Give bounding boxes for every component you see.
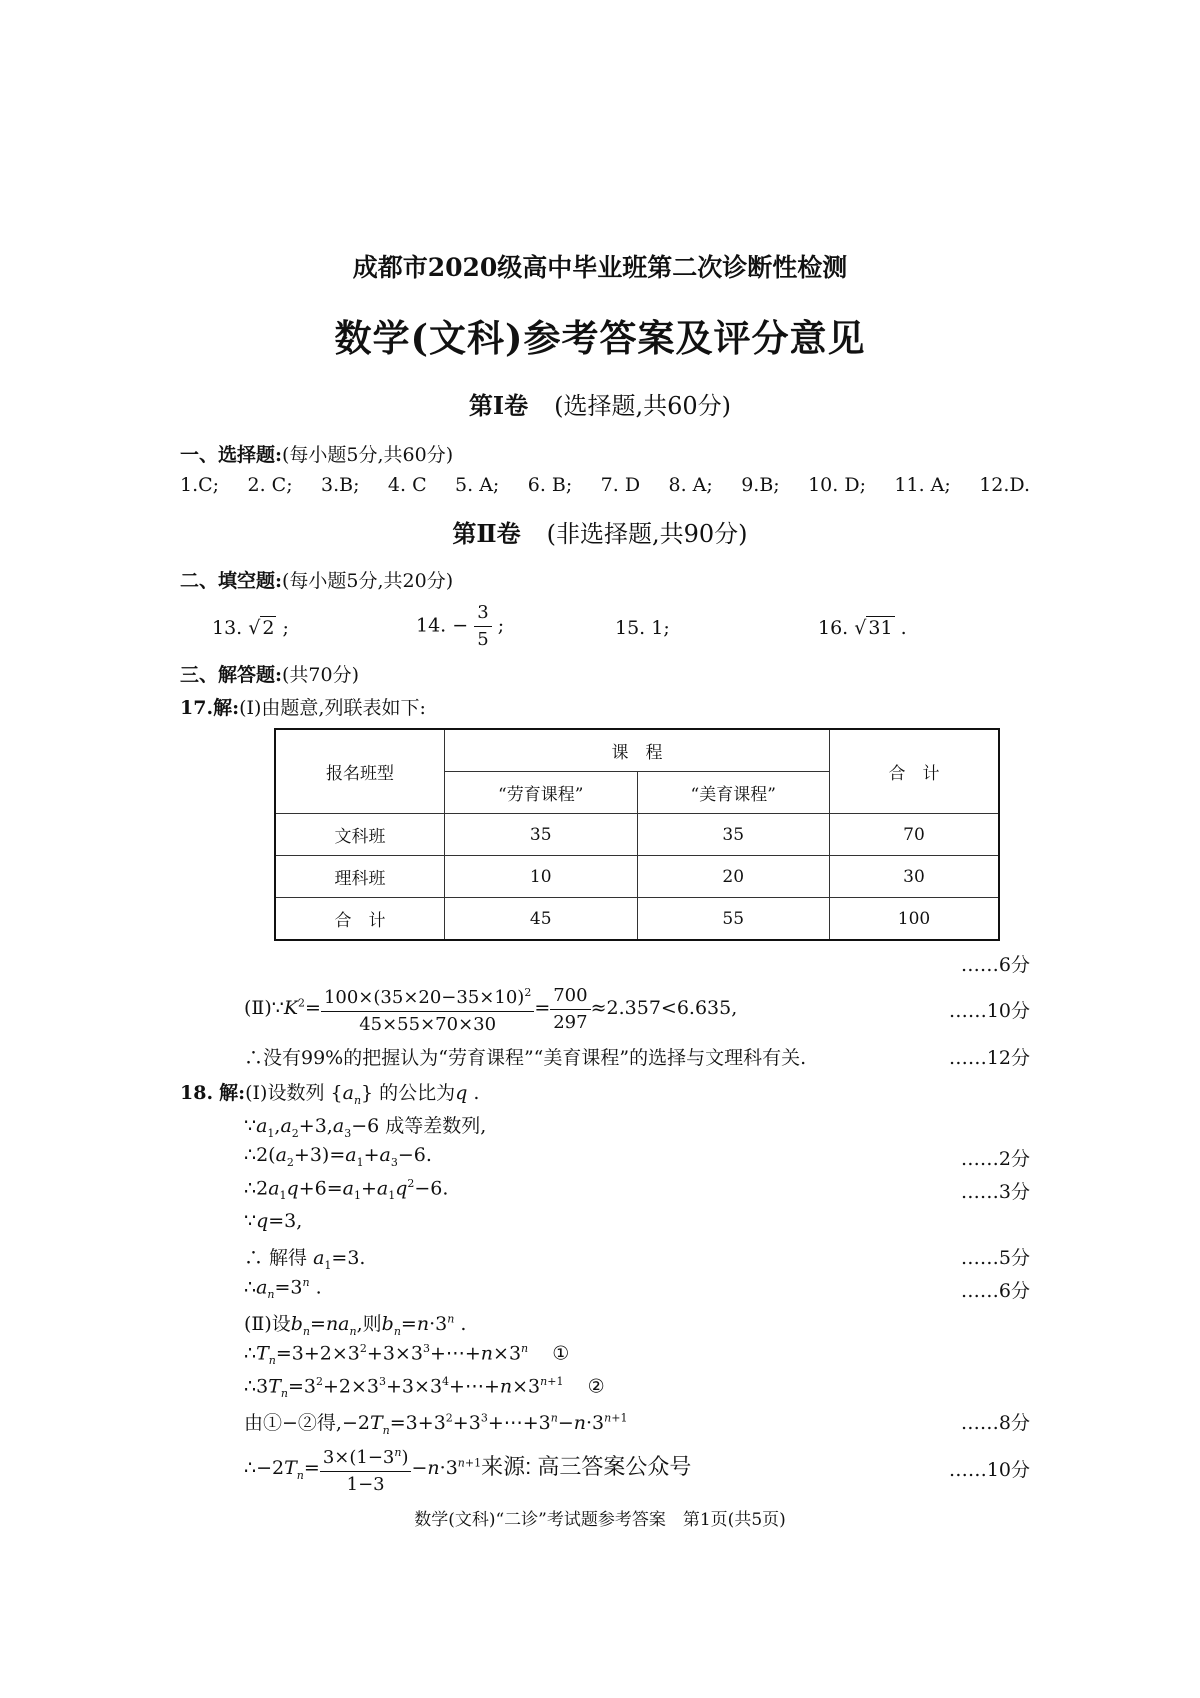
choice-answer: 9.B;: [741, 474, 780, 496]
choice-answer: 12.D.: [979, 474, 1030, 496]
table-header-labor: “劳育课程”: [445, 772, 638, 814]
section1-label: 一、选择题:: [180, 444, 283, 466]
choice-answer: 10. D;: [808, 474, 866, 496]
table-cell: 70: [830, 814, 1000, 856]
q17-score-1: ……6分: [960, 954, 1030, 976]
q18-step-1: $\because a_1,a_2+3,a_3-6$ 成等差数列,: [244, 1115, 487, 1140]
fill-answer-15: 15. 1;: [615, 617, 670, 639]
table-cell: 合 计: [275, 898, 445, 941]
q18-step-8: $\therefore T_n=3+2\times 3^2+3\times 3^3+\cdots+n\times 3^n$ ①: [244, 1342, 570, 1368]
table-cell: 35: [445, 814, 638, 856]
source-note: 来源: 高三答案公众号: [481, 1454, 692, 1479]
q18-step-4: ∵q=3,: [244, 1210, 303, 1232]
table-cell: 30: [830, 856, 1000, 898]
fill-answer-16: 16. √ 31 .: [818, 617, 907, 639]
section3-desc: (共70分): [282, 664, 360, 686]
volume1-heading: [0, 386, 1200, 421]
table-header-art: “美育课程”: [637, 772, 830, 814]
q18-score-1: ……2分: [960, 1148, 1030, 1170]
fraction: $\frac{3\times(1-3^n)}{1-3}$: [320, 1440, 412, 1498]
choice-answer: 8. A;: [668, 474, 713, 496]
section3-heading: [180, 660, 359, 687]
q18-intro: 18. 解:(Ⅰ)设数列 $\{a_n\}$ 的公比为q .: [180, 1082, 480, 1107]
q18-step-10: 由①−②得$,-2T_n=3+3^2+3^3+\cdots+3^n-n\cdot 3^{n+1}$: [244, 1411, 628, 1437]
choice-answer: 1.C;: [180, 474, 220, 496]
choice-answer: 2. C;: [247, 474, 293, 496]
q18-score-3: ……5分: [960, 1247, 1030, 1269]
fill-answer-13: 13. √ 2 ;: [212, 617, 289, 639]
table-cell: 理科班: [275, 856, 445, 898]
table-header-course: 课 程: [445, 729, 830, 772]
table-cell: 文科班: [275, 814, 445, 856]
choice-answer: 11. A;: [894, 474, 951, 496]
fraction: $\frac{700}{297}$: [550, 983, 590, 1036]
q18-score-4: ……6分: [960, 1280, 1030, 1302]
choice-answers: [180, 474, 1030, 496]
choice-answer: 7. D: [600, 474, 641, 496]
choice-answer: 5. A;: [455, 474, 500, 496]
fill-answer-14: 14. − $\frac{3}{5}$ ;: [416, 600, 504, 653]
section1-heading: [180, 440, 453, 467]
volume2-desc: (非选择题,共90分): [546, 520, 748, 548]
choice-answer: 3.B;: [321, 474, 360, 496]
table-cell: 55: [637, 898, 830, 941]
q18-step-5: ∴ 解得 $a_1=3$.: [244, 1247, 366, 1272]
volume2-name: 第Ⅱ卷: [452, 519, 521, 548]
section2-heading: [180, 566, 453, 593]
q18-step-3: $\therefore 2a_1q+6=a_1+a_1q^2-6$.: [244, 1177, 449, 1203]
q18-step-9: $\therefore 3T_n=3^2+2\times 3^3+3\times 3^4+\cdots+n\times 3^{n+1}$ ②: [244, 1375, 605, 1401]
table-row: [275, 898, 999, 941]
q18-step-7: (Ⅱ)设$b_n=na_n$,则$b_n=n\cdot 3^n$ .: [244, 1312, 467, 1338]
table-cell: 45: [445, 898, 638, 941]
volume1-desc: (选择题,共60分): [554, 392, 732, 420]
q18-step-2: $\therefore 2(a_2+3)=a_1+a_3-6$.: [244, 1144, 432, 1169]
table-row: [275, 856, 999, 898]
section1-desc: (每小题5分,共60分): [282, 444, 454, 466]
table-cell: 100: [830, 898, 1000, 941]
q17-intro: 17.解:(Ⅰ)由题意,列联表如下:: [180, 697, 426, 719]
contingency-table: [274, 728, 1000, 941]
table-cell: 35: [637, 814, 830, 856]
doc-title-line1: 成都市2020级高中毕业班第二次诊断性检测: [352, 253, 848, 282]
choice-answer: 6. B;: [527, 474, 573, 496]
table-row: [275, 814, 999, 856]
fraction: $\frac{3}{5}$: [474, 600, 491, 653]
section2-desc: (每小题5分,共20分): [282, 570, 454, 592]
table-header-total: 合 计: [830, 729, 1000, 814]
table-cell: 10: [445, 856, 638, 898]
volume1-name: 第Ⅰ卷: [468, 391, 529, 420]
q18-step-11: $\therefore-2T_n=$ $\frac{3\times(1-3^n)}{1-3}$ $-n\cdot 3^{n+1}$来源: 高三答案公众号: [244, 1440, 691, 1498]
doc-title-line2: 数学(文科)参考答案及评分意见: [334, 316, 866, 360]
q18-score-6: ……10分: [948, 1459, 1030, 1481]
fraction: $\frac{100\times(35\times 20-35\times 10)^2}{45\times 55\times 70\times 30}$: [321, 980, 534, 1038]
q17-score-3: ……12分: [948, 1047, 1030, 1069]
table-header-class: 报名班型: [275, 729, 445, 814]
section3-label: 三、解答题:: [180, 664, 283, 686]
q18-score-2: ……3分: [960, 1181, 1030, 1203]
volume2-heading: [0, 514, 1200, 549]
q17-score-2: ……10分: [948, 1000, 1030, 1022]
table-cell: 20: [637, 856, 830, 898]
choice-answer: 4. C: [387, 474, 427, 496]
q18-score-5: ……8分: [960, 1412, 1030, 1434]
q17-conclusion: ∴没有99%的把握认为“劳育课程”“美育课程”的选择与文理科有关.: [244, 1047, 807, 1069]
q17-part2-formula: $(Ⅱ)\because K^2=$ $\frac{100\times(35\times 20-35\times 10)^2}{45\times 55\times 70\times 30}$ = $\frac{700}{297}$ ≈2.357<6.635,: [244, 980, 737, 1038]
page-footer: 数学(文科)“二诊”考试题参考答案 第1页(共5页): [414, 1510, 786, 1530]
q18-step-6: $\therefore a_n=3^n$ .: [244, 1276, 322, 1302]
section2-label: 二、填空题:: [180, 570, 283, 592]
